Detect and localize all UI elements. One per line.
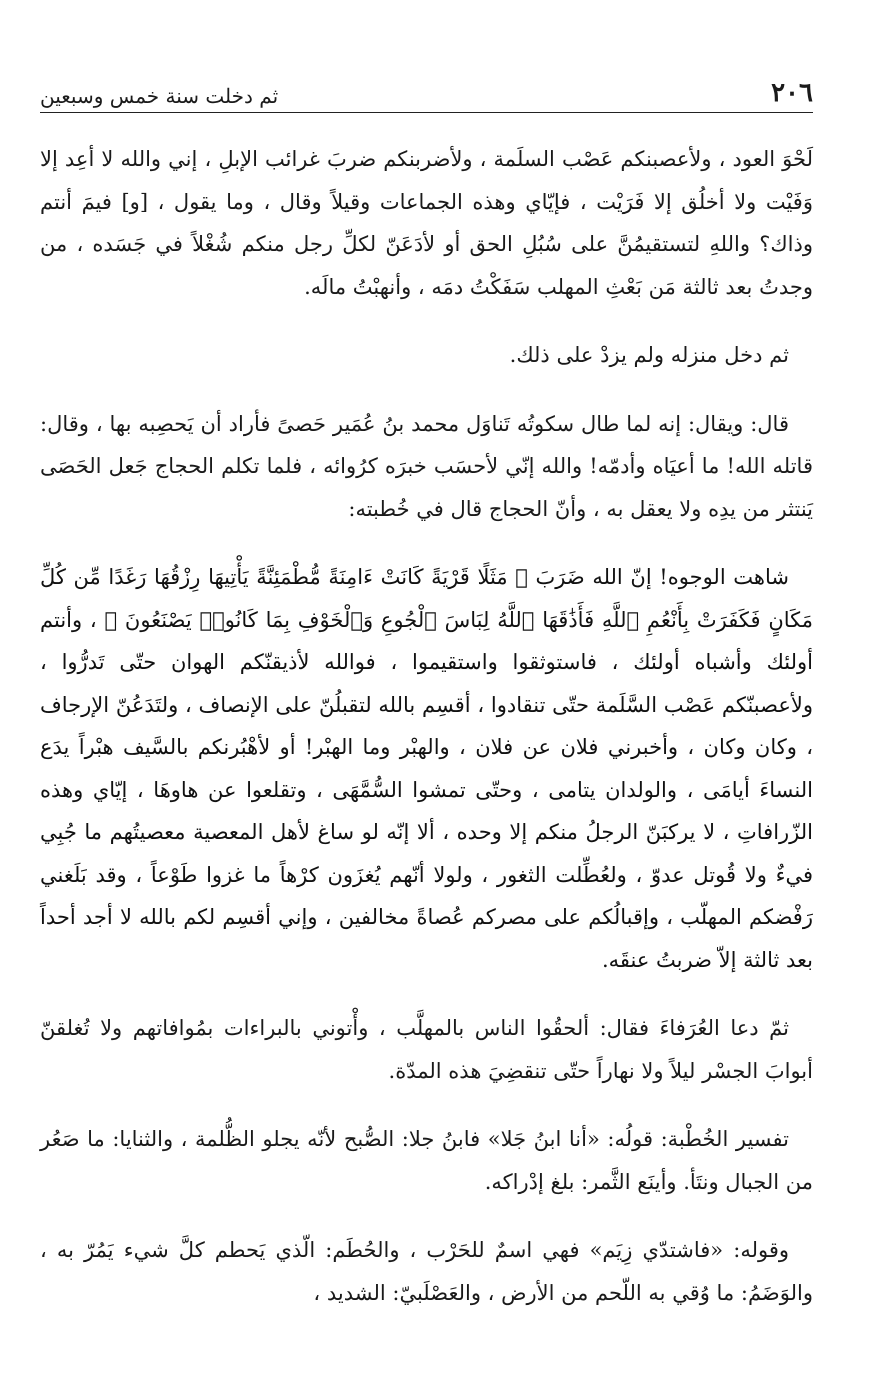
page-body	[40, 138, 813, 1340]
paragraph: قال: ويقال: إنه لما طال سكوتُه تَناوَل محمد بنُ عُمَير حَصىً فأراد أن يَحصِبه بها ، وقال: قاتله الله! ما أعيَاه وأدمّه! والله إنّي لأحسَب خبرَه كرُوائه ، فلما تكلم الحجاج جَعل الحَصَى يَنتثر من يدِه ولا يعقل به ، وأنّ الحجاج قال في خُطبته:	[40, 411, 813, 521]
paragraph: شاهت الوجوه! إنّ الله ضَرَبَ ﴿ مَثَلًا قَرْيَةً كَانَتْ ءَامِنَةً مُّطْمَئِنَّةً يَأْتِيهَا رِزْقُهَا رَغَدًا مِّن كُلِّ مَكَانٍ فَكَفَرَتْ بِأَنْعُمِ ٱللَّهِ فَأَذَٰقَهَا ٱللَّهُ لِبَاسَ ٱلْجُوعِ وَٱلْخَوْفِ بِمَا كَانُوا۟ يَصْنَعُونَ ﴾ ، وأنتم أولئك وأشباه أولئك ، فاستوثقوا واستقيموا ، فوالله لأذيقنّكم الهوان حتّى تَدرُّوا ، ولأعصبنّكم عَصْب السَّلَمة حتّى تنقادوا ، أقسِم بالله لتقبلُنّ على الإنصاف ، ولتَدَعُنّ الإرجاف ، وكان وكان ، وأخبرني فلان عن فلان ، والهبْر وما الهبْر! أو لأهْبُرنكم بالسَّيف هبْراً يدَع النساءَ أيامَى ، والولدان يتامى ، وحتّى تمشوا السُّمَّهَى ، وتقلعوا عن هاوهَا ، إيّاي وهذه الزّرافاتِ ، لا يركبَنّ الرجلُ منكم إلا وحده ، ألا إنّه لو ساغ لأهل المعصية معصيتُهم ما جُبِي فيءٌ ولا قُوتل عدوّ ، ولعُطِّلت الثغور ، ولولا أنّهم يُغزَون كرْهاً ما غزوا طَوْعاً ، وقد بَلَغني رَفْضكم المهلّب ، وإقبالُكم على مصركم عُصاةً مخالفين ، وإني أقسِم لكم بالله لا أجد أحداً بعد ثالثة إلاّ ضربتُ عنقَه.	[40, 565, 814, 972]
paragraph: وقوله: «فاشتدّي زِيَم» فهي اسمٌ للحَرْب ، والحُطَم: الّذي يَحطم كلَّ شيء يَمُرّ به ، والوَضَمُ: ما وُقي به اللّحم من الأرض ، والعَصْلَبيّ: الشديد ،	[40, 1238, 813, 1305]
paragraph: لَحْوَ العود ، ولأعصبنكم عَصْب السلَمة ، ولأضربنكم ضربَ غرائب الإبلِ ، إني والله لا أعِد إلا وَفَيْت ولا أخلُق إلا فَرَيْت ، فإيّاي وهذه الجماعات وقيلاً وقال ، وما يقول ، [و] فيمَ أنتم وذاك؟ واللهِ لتستقيمُنَّ على سُبُلِ الحق أو لأدَعَنّ لكلِّ رجل منكم شُغْلاً في جَسَده ، من وجدتُ بعد ثالثة مَن بَعْثِ المهلب سَفَكْتُ دمَه ، وأنهبْتُ مالَه.	[40, 147, 813, 299]
paragraph: ثم دخل منزله ولم يزدْ على ذلك.	[509, 343, 789, 367]
page-number: ٢٠٦	[771, 78, 813, 108]
paragraph: ثمّ دعا العُرَفاءَ فقال: ألحقُوا الناس بالمهلَّب ، وأْتوني بالبراءات بمُوافاتهم ولا تُغلقنّ أبوابَ الجسْر ليلاً ولا نهاراً حتّى تنقضِيَ هذه المدّة.	[40, 1016, 813, 1083]
page-header	[40, 60, 813, 113]
running-title: ثم دخلت سنة خمس وسبعين	[40, 84, 279, 108]
paragraph: تفسير الخُطْبة: قولُه: «أنا ابنُ جَلا» فابنُ جلا: الصُّبح لأنّه يجلو الظُّلمة ، والثنايا: ما صَعُر من الجبال ونتَأ. وأينَع الثَّمر: بلغ إدْراكه.	[40, 1127, 813, 1194]
